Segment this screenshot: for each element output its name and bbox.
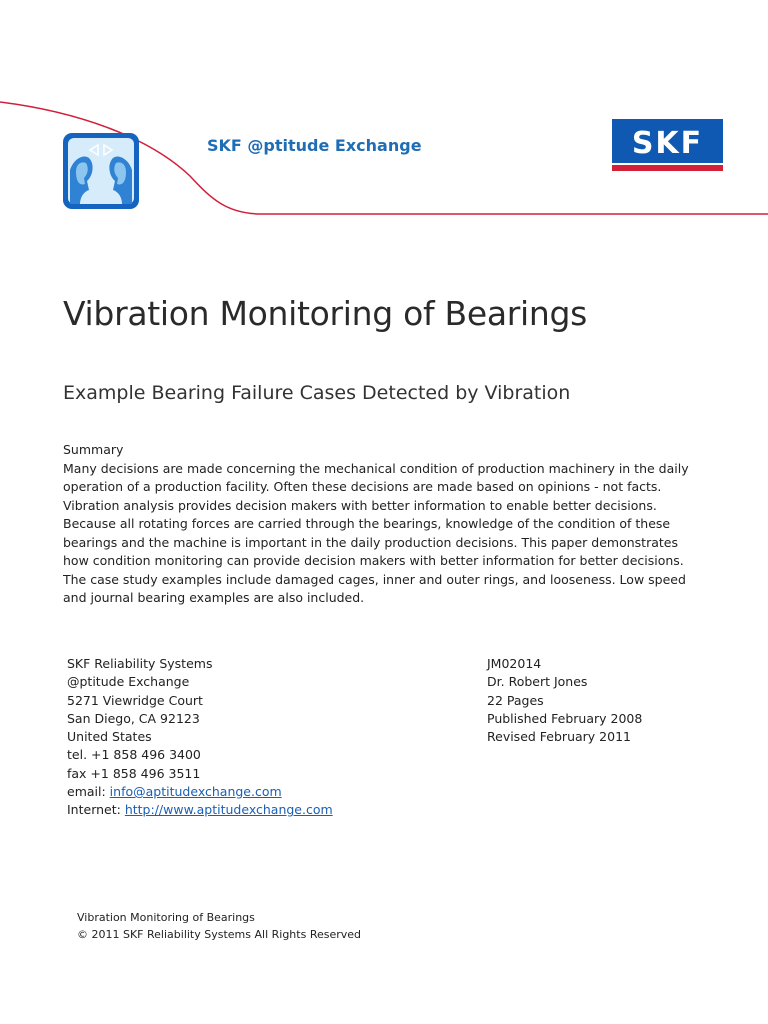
summary-line: and journal bearing examples are also included. [63, 590, 365, 605]
summary-section [63, 441, 689, 608]
document-id: JM02014 [487, 656, 542, 671]
country: United States [67, 729, 152, 745]
email-label: email: [67, 784, 110, 800]
published-date: Published February 2008 [487, 710, 643, 726]
internet-label: Internet: [67, 802, 125, 818]
email-row [67, 783, 333, 801]
document-title: Vibration Monitoring of Bearings [63, 294, 588, 333]
summary-line: how condition monitoring can provide decision makers with better information for better decisions. [63, 553, 684, 568]
company-name: SKF Reliability Systems [67, 656, 213, 671]
address-block [67, 655, 333, 820]
page-footer [77, 910, 361, 943]
skf-logo-text: SKF [631, 126, 704, 161]
document-subtitle: Example Bearing Failure Cases Detected by Vibration [63, 382, 571, 404]
summary-line: bearings and the machine is important in the daily production decisions. This paper demonstrates [63, 534, 678, 550]
footer-title: Vibration Monitoring of Bearings [77, 911, 255, 924]
city-address: San Diego, CA 92123 [67, 710, 200, 726]
street-address: 5271 Viewridge Court [67, 692, 203, 708]
document-meta [487, 655, 642, 746]
division-name: @ptitude Exchange [67, 674, 190, 690]
skf-logo [612, 119, 723, 171]
summary-line: Because all rotating forces are carried through the bearings, knowledge of the condition of these [63, 516, 671, 531]
summary-line: Many decisions are made concerning the mechanical condition of production machinery in the daily [63, 460, 689, 476]
revised-date: Revised February 2011 [487, 729, 631, 745]
author: Dr. Robert Jones [487, 674, 588, 690]
summary-line: The case study examples include damaged cages, inner and outer rings, and looseness. Low speed [63, 571, 686, 587]
brand-name: SKF @ptitude Exchange [207, 136, 422, 155]
summary-heading: Summary [63, 442, 124, 457]
email-link[interactable]: info@aptitudexchange.com [109, 784, 282, 800]
website-link[interactable]: http://www.aptitudexchange.com [124, 802, 333, 818]
internet-row [67, 801, 333, 819]
footer-copyright: © 2011 SKF Reliability Systems All Rights Reserved [77, 927, 362, 941]
fax: fax +1 858 496 3511 [67, 765, 201, 781]
page-count: 22 Pages [487, 692, 544, 708]
telephone: tel. +1 858 496 3400 [67, 747, 201, 763]
aptitude-exchange-icon [62, 132, 140, 210]
summary-line: Vibration analysis provides decision makers with better information to enable better decisions. [63, 497, 657, 513]
summary-line: operation of a production facility. Often these decisions are made based on opinions - not facts. [63, 479, 662, 494]
